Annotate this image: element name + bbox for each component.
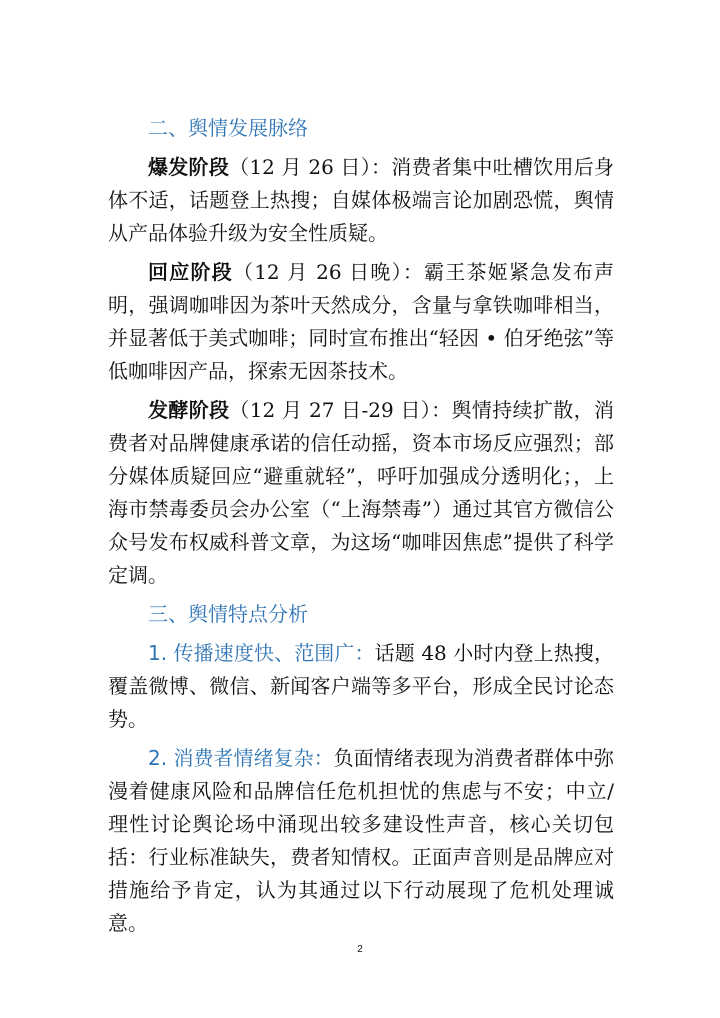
stage-label: 发酵阶段 — [148, 398, 230, 422]
stage-paragraph-response — [108, 256, 614, 388]
stage-date: （12 月 26 日晚）： — [232, 260, 425, 284]
point-paragraph-emotion — [108, 742, 614, 940]
point-text: 话题 48 小时内登上热搜，覆盖微博、微信、新闻客户端等多平台，形成全民讨论态势。 — [108, 641, 614, 731]
point-label: 2. 消费者情绪复杂： — [148, 746, 334, 770]
section-heading-development: 二、舆情发展脉络 — [148, 116, 308, 140]
stage-date: （12 月 27 日-29 日）： — [229, 398, 452, 422]
stage-paragraph-outbreak — [108, 151, 614, 250]
section-heading-characteristics: 三、舆情特点分析 — [148, 602, 308, 626]
point-paragraph-spread — [108, 637, 614, 736]
stage-label: 回应阶段 — [148, 260, 233, 284]
point-text: 负面情绪表现为消费者群体中弥漫着健康风险和品牌信任危机担忧的焦虑与不安；中立/理性讨论舆论场中涌现出较多建设性声音，核心关切包括：行业标准缺失，费者知情权。正面声音则是品牌应对措施给予肯定，认为其通过以下行动展现了危机处理诚意。 — [108, 746, 614, 935]
stage-text: 消费者集中吐槽饮用后身体不适，话题登上热搜；自媒体极端言论加剧恐慌，舆情从产品体验升级为安全性质疑。 — [108, 155, 614, 245]
stage-paragraph-fermentation — [108, 394, 614, 592]
page-number: 2 — [357, 944, 363, 955]
stage-label: 爆发阶段 — [148, 155, 230, 179]
point-label: 1. 传播速度快、范围广： — [148, 641, 375, 665]
stage-text: 霸王茶姬紧急发布声明，强调咖啡因为茶叶天然成分，含量与拿铁咖啡相当，并显著低于美式咖啡；同时宣布推出“轻因 • 伯牙绝弦”等低咖啡因产品，探索无因茶技术。 — [108, 260, 615, 383]
document-body — [108, 112, 614, 946]
stage-date: （12 月 26 日）： — [229, 155, 392, 179]
stage-text: 舆情持续扩散，消费者对品牌健康承诺的信任动摇，资本市场反应强烈；部分媒体质疑回应“避重就轻”，呼吁加强成分透明化；，上海市禁毒委员会办公室（“上海禁毒”）通过其官方微信公众号发布权威科普文章，为这场“咖啡因焦虑”提供了科学定调。 — [108, 398, 614, 587]
